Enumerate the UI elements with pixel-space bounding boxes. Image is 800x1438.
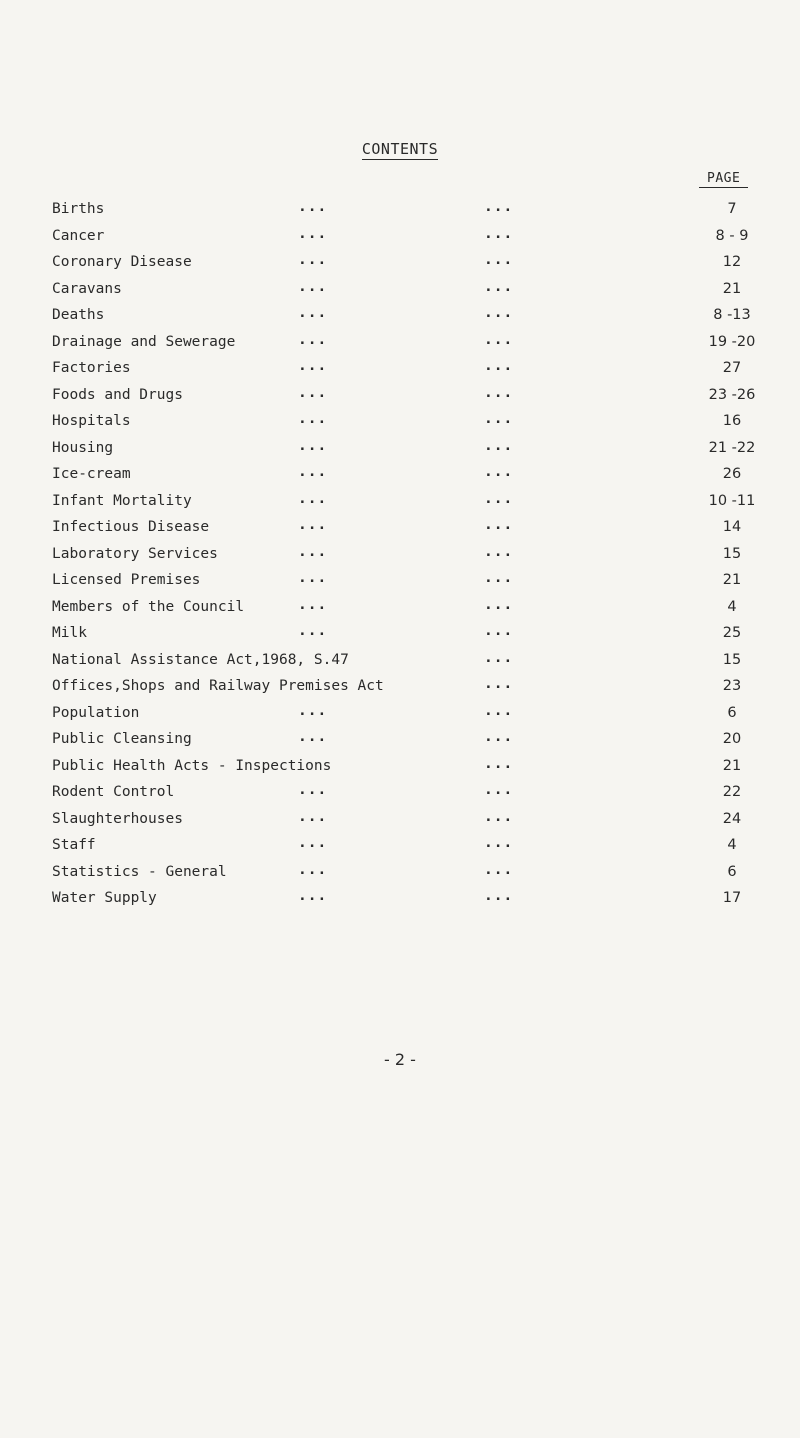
- leader-dots: ...: [298, 888, 328, 904]
- entry-page-number: 16: [722, 413, 742, 429]
- leader-dots: ...: [298, 252, 328, 268]
- contents-entry: [52, 464, 752, 491]
- contents-entry: [52, 252, 752, 279]
- entry-label: Hospitals: [52, 413, 131, 429]
- entry-label: Cancer: [52, 227, 105, 244]
- leader-dots: ...: [298, 543, 328, 560]
- entry-page-number: 6: [727, 704, 737, 721]
- contents-entry: [52, 437, 756, 465]
- entry-label: Offices,Shops and Railway Premises Act: [52, 678, 384, 694]
- entry-page-number: 4: [727, 837, 737, 853]
- entry-label: Caravans: [52, 280, 122, 297]
- leader-dots: ...: [298, 596, 328, 613]
- leader-dots: ...: [484, 278, 514, 295]
- entry-label: Coronary Disease: [52, 254, 192, 270]
- contents-entry: [52, 835, 752, 862]
- leader-dots: ...: [484, 331, 514, 348]
- entry-label: Statistics - General: [52, 863, 227, 880]
- leader-dots: ...: [484, 649, 514, 666]
- leader-dots: ...: [484, 517, 514, 533]
- leader-dots: ...: [298, 729, 328, 745]
- entry-page-number: 22: [722, 784, 742, 800]
- contents-entry: [52, 623, 752, 650]
- contents-entry: [52, 888, 752, 915]
- entry-page-number: 24: [722, 810, 742, 827]
- contents-entry: [52, 782, 752, 809]
- entry-page-number: 8 - 9: [715, 227, 749, 244]
- contents-entry: [52, 411, 752, 438]
- entry-label: Licensed Premises: [52, 572, 201, 588]
- leader-dots: ...: [298, 517, 328, 533]
- contents-entry: [52, 199, 752, 226]
- leader-dots: ...: [298, 835, 328, 851]
- leader-dots: ...: [298, 411, 328, 427]
- leader-dots: ...: [298, 570, 328, 586]
- leader-dots: ...: [484, 835, 514, 851]
- contents-entry: [52, 570, 752, 597]
- entry-label: Laboratory Services: [52, 545, 218, 562]
- contents-list: [52, 199, 756, 915]
- entry-page-number: 19 -20: [708, 333, 756, 350]
- entry-page-number: 21: [722, 572, 742, 588]
- entry-page-number: 26: [722, 466, 742, 482]
- entry-label: Population: [52, 704, 140, 721]
- contents-entry: [52, 279, 752, 306]
- page-title: CONTENTS: [361, 140, 439, 158]
- entry-page-number: 6: [727, 863, 737, 880]
- entry-page-number: 25: [722, 625, 742, 641]
- entry-page-number: 23: [722, 678, 742, 694]
- entry-page-number: 15: [722, 545, 742, 562]
- contents-entry: [52, 650, 752, 677]
- leader-dots: ...: [298, 782, 328, 798]
- leader-dots: ...: [484, 252, 514, 268]
- leader-dots: ...: [298, 808, 328, 825]
- contents-entry: [52, 490, 756, 518]
- entry-label: Rodent Control: [52, 784, 175, 800]
- leader-dots: ...: [484, 199, 514, 215]
- leader-dots: ...: [484, 305, 514, 321]
- contents-entry: [52, 597, 752, 624]
- entry-label: Staff: [52, 837, 96, 853]
- leader-dots: ...: [298, 623, 328, 639]
- leader-dots: ...: [484, 384, 514, 401]
- entry-page-number: 15: [722, 651, 742, 668]
- contents-entry: [52, 862, 752, 889]
- leader-dots: ...: [298, 278, 328, 295]
- entry-label: Deaths: [52, 307, 105, 323]
- leader-dots: ...: [484, 623, 514, 639]
- contents-entry: [52, 226, 752, 253]
- contents-entry: [52, 544, 752, 571]
- leader-dots: ...: [484, 411, 514, 427]
- contents-entry: [52, 756, 752, 783]
- leader-dots: ...: [298, 490, 328, 507]
- page-number: - 2 -: [384, 1050, 416, 1069]
- contents-entry: [52, 676, 752, 703]
- leader-dots: ...: [484, 861, 514, 878]
- entry-page-number: 12: [722, 254, 742, 270]
- contents-entry: [52, 384, 756, 412]
- entry-label: Infectious Disease: [52, 519, 210, 535]
- contents-entry: [52, 703, 752, 730]
- entry-page-number: 21: [722, 757, 742, 774]
- entry-label: Slaughterhouses: [52, 810, 183, 827]
- leader-dots: ...: [484, 490, 514, 507]
- leader-dots: ...: [298, 225, 328, 242]
- leader-dots: ...: [298, 331, 328, 348]
- entry-label: Ice-cream: [52, 466, 131, 482]
- contents-entry: [52, 729, 752, 756]
- entry-page-number: 23 -26: [708, 386, 756, 403]
- leader-dots: ...: [484, 888, 514, 904]
- entry-page-number: 21 -22: [708, 439, 756, 456]
- leader-dots: ...: [484, 729, 514, 745]
- leader-dots: ...: [484, 702, 514, 719]
- entry-page-number: 27: [722, 360, 742, 376]
- entry-label: Public Cleansing: [52, 731, 192, 747]
- leader-dots: ...: [298, 358, 328, 374]
- contents-entry: [52, 358, 752, 385]
- leader-dots: ...: [298, 861, 328, 878]
- entry-page-number: 8 -13: [713, 307, 751, 323]
- leader-dots: ...: [484, 596, 514, 613]
- leader-dots: ...: [484, 570, 514, 586]
- leader-dots: ...: [298, 702, 328, 719]
- entry-label: Infant Mortality: [52, 492, 192, 509]
- contents-entry: [52, 517, 752, 544]
- leader-dots: ...: [298, 305, 328, 321]
- entry-label: Housing: [52, 439, 114, 456]
- entry-label: Factories: [52, 360, 131, 376]
- leader-dots: ...: [298, 199, 328, 215]
- leader-dots: ...: [298, 464, 328, 480]
- entry-page-number: 10 -11: [708, 492, 756, 509]
- leader-dots: ...: [484, 464, 514, 480]
- entry-page-number: 7: [727, 201, 737, 217]
- leader-dots: ...: [484, 543, 514, 560]
- entry-label: Foods and Drugs: [52, 386, 183, 403]
- leader-dots: ...: [484, 782, 514, 798]
- leader-dots: ...: [484, 225, 514, 242]
- entry-label: Milk: [52, 625, 87, 641]
- entry-page-number: 14: [722, 519, 742, 535]
- entry-page-number: 4: [727, 598, 737, 615]
- entry-label: Water Supply: [52, 890, 157, 906]
- leader-dots: ...: [298, 384, 328, 401]
- leader-dots: ...: [298, 437, 328, 454]
- entry-page-number: 17: [722, 890, 742, 906]
- entry-label: Births: [52, 201, 105, 217]
- leader-dots: ...: [484, 358, 514, 374]
- leader-dots: ...: [484, 808, 514, 825]
- leader-dots: ...: [484, 676, 514, 692]
- contents-entry: [52, 331, 756, 359]
- page-column-header: PAGE: [699, 171, 748, 188]
- contents-entry: [52, 809, 752, 836]
- entry-label: Public Health Acts - Inspections: [52, 757, 332, 774]
- entry-page-number: 21: [722, 280, 742, 297]
- entry-page-number: 20: [722, 731, 742, 747]
- leader-dots: ...: [484, 437, 514, 454]
- leader-dots: ...: [484, 755, 514, 772]
- contents-entry: [52, 305, 752, 332]
- entry-label: Members of the Council: [52, 598, 245, 615]
- entry-label: National Assistance Act,1968, S.47: [52, 651, 349, 668]
- entry-label: Drainage and Sewerage: [52, 333, 236, 350]
